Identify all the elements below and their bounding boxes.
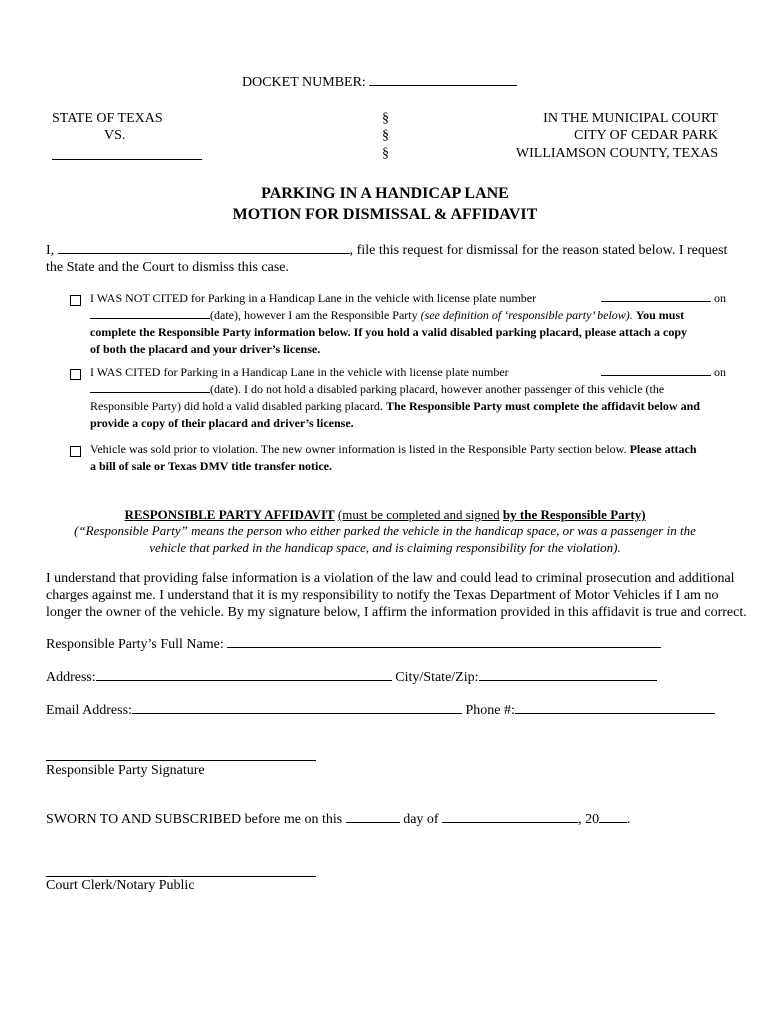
docket-number [242,75,517,91]
option-vehicle-sold: Vehicle was sold prior to violation. The new owner information is listed in the Responsible Party section below. Please attach a bill of sale or Texas DMV title transfer notice. [90,442,697,473]
address-row: Address: City/State/Zip: [46,670,657,686]
city-state-zip-field[interactable] [479,680,657,681]
intro-line-2: the State and the Court to dismiss this case. [46,260,290,275]
sworn-day-field[interactable] [346,822,400,823]
statement-line-3: longer the owner of the vehicle. By my signature below, I affirm the information provided in this affidavit is true and correct. [46,605,747,620]
clerk-signature-field[interactable] [46,862,316,877]
vs-label: VS. [104,128,126,143]
sworn-month-field[interactable] [442,822,578,823]
option-cited: I WAS CITED for Parking in a Handicap Lane in the vehicle with license plate number on (date). I do not hold a disabled parking placard, however another passenger of this vehicle (the Responsible Party) did hold a valid disabled parking placard. The Responsible Party must complete the affidavit below and provide a copy of their placard and driver’s license. [90,365,726,430]
form-title: PARKING IN A HANDICAP LANE [261,185,509,202]
date-field[interactable] [90,392,210,393]
plate-number-field[interactable] [601,301,711,302]
option-not-cited: I WAS NOT CITED for Parking in a Handicap Lane in the vehicle with license plate number on (date), however I am the Responsible Party (see definition of ‘responsible party’ below). You must complete the Responsible Party information below. If you hold a valid disabled parking placard, please attach a copy of both the placard and your driver’s license. [90,291,726,356]
option-not-cited-checkbox[interactable] [70,295,81,306]
full-name-row: Responsible Party’s Full Name: [46,637,661,653]
date-field[interactable] [90,318,210,319]
county-name: WILLIAMSON COUNTY, TEXAS [515,146,718,161]
form-subtitle: MOTION FOR DISMISSAL & AFFIDAVIT [232,206,538,223]
defendant-name-field[interactable] [52,146,202,160]
email-phone-row: Email Address: Phone #: [46,703,715,719]
signature-field[interactable] [46,746,316,761]
docket-number-field[interactable] [369,85,517,86]
state-of-texas: STATE OF TEXAS [52,111,163,126]
definition-line-1: (“Responsible Party” means the person who either parked the vehicle in the handicap space, or was a passenger in the [74,523,696,538]
option-vehicle-sold-checkbox[interactable] [70,446,81,457]
intro-line: I, , file this request for dismissal for the reason stated below. I request [46,243,728,258]
sworn-row: SWORN TO AND SUBSCRIBED before me on this day of , 20 . [46,812,631,827]
court-name: IN THE MUNICIPAL COURT [543,111,718,126]
signature-caption: Responsible Party Signature [46,763,205,778]
sworn-year-field[interactable] [599,822,627,823]
requester-name-field[interactable] [58,253,350,254]
section-symbol: § [382,146,389,161]
section-symbol: § [382,128,389,143]
statement-line-2: charges against me. I understand that it is my responsibility to notify the Texas Department of Motor Vehicles if I am no [46,588,719,603]
clerk-caption: Court Clerk/Notary Public [46,878,195,893]
email-field[interactable] [132,713,462,714]
full-name-field[interactable] [227,647,661,648]
phone-field[interactable] [515,713,715,714]
docket-label: DOCKET NUMBER: [242,75,366,90]
statement-line-1: I understand that providing false information is a violation of the law and could lead to criminal prosecution and additional [46,571,735,586]
affidavit-heading: RESPONSIBLE PARTY AFFIDAVIT (must be completed and signed by the Responsible Party) [124,507,646,522]
address-field[interactable] [96,680,392,681]
plate-number-field[interactable] [601,375,711,376]
section-symbol: § [382,111,389,126]
city-name: CITY OF CEDAR PARK [573,128,718,143]
option-cited-checkbox[interactable] [70,369,81,380]
definition-line-2: vehicle that parked in the handicap space, and is claiming responsibility for the violation). [149,540,621,555]
